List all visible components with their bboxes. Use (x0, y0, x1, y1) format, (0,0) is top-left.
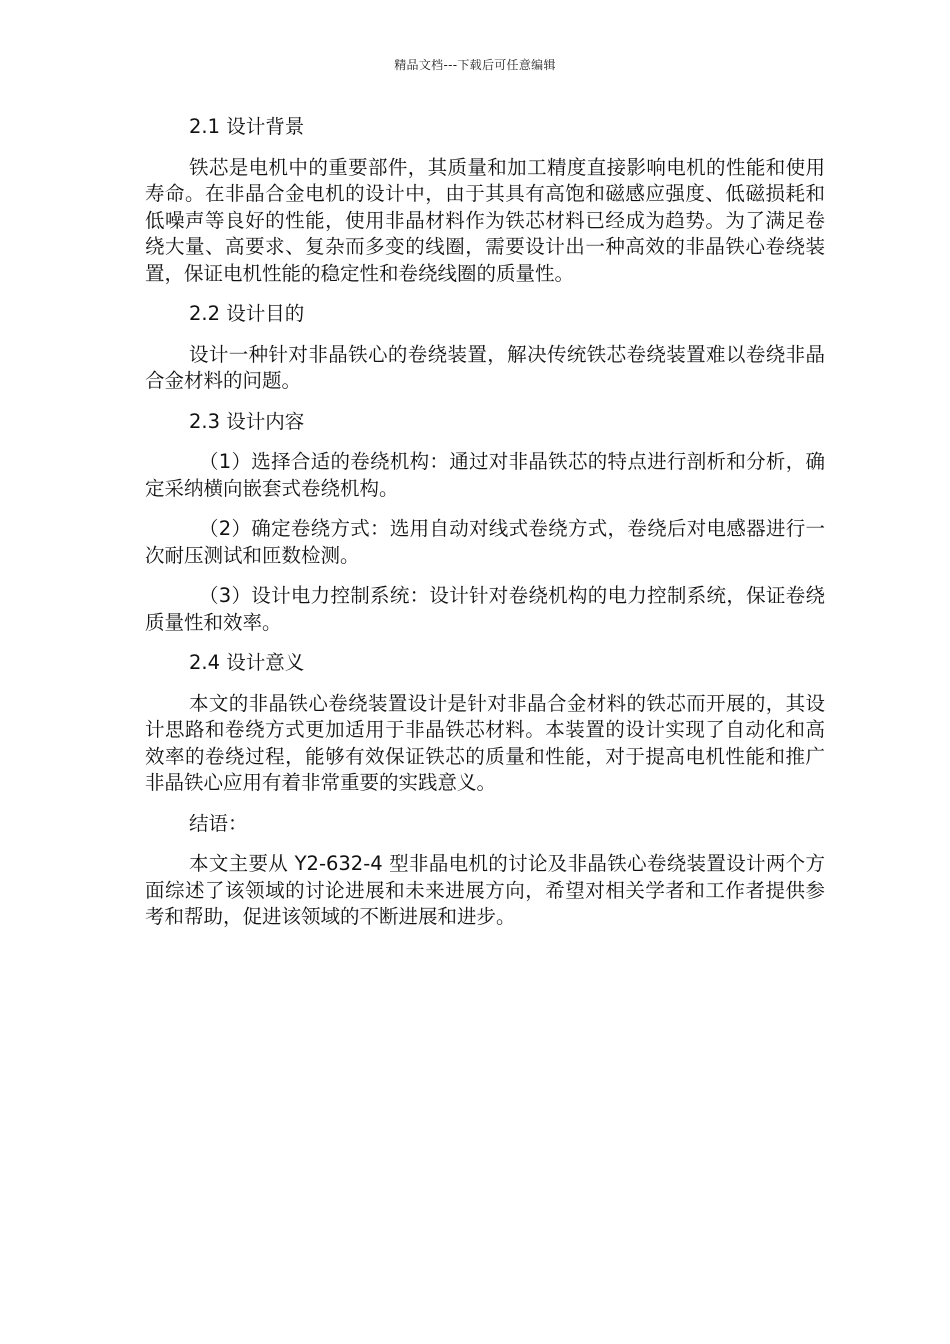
section-paragraph-background: 铁芯是电机中的重要部件，其质量和加工精度直接影响电机的性能和使用寿命。在非晶合金电机的设计中，由于其具有高饱和磁感应强度、低磁损耗和低噪声等良好的性能，使用非晶材料作为铁芯材料已经成为趋势。为了满足卷绕大量、高要求、复杂而多变的线圈，需要设计出一种高效的非晶铁心卷绕装置，保证电机性能的稳定性和卷绕线圈的质量性。 (145, 155, 825, 285)
conclusion-paragraph: 本文主要从 Y2-632-4 型非晶电机的讨论及非晶铁心卷绕装置设计两个方面综述了该领域的讨论进展和未来进展方向，希望对相关学者和工作者提供参考和帮助，促进该领域的不断进展和进步。 (145, 852, 825, 928)
content-list-item: （1）选择合适的卷绕机构：通过对非晶铁芯的特点进行剖析和分析，确定采纳横向嵌套式卷绕机构。 (145, 450, 825, 500)
conclusion-heading: 结语： (189, 811, 248, 835)
section-heading-content: 2.3 设计内容 (189, 409, 305, 433)
section-heading-purpose: 2.2 设计目的 (189, 302, 305, 325)
page-header: 精品文档---下载后可任意编辑 (394, 58, 556, 72)
content-list-item: （3）设计电力控制系统：设计针对卷绕机构的电力控制系统，保证卷绕质量性和效率。 (145, 584, 825, 634)
content-list-item: （2）确定卷绕方式：选用自动对线式卷绕方式，卷绕后对电感器进行一次耐压测试和匝数检测。 (145, 517, 825, 567)
section-paragraph-significance: 本文的非晶铁心卷绕装置设计是针对非晶合金材料的铁芯而开展的，其设计思路和卷绕方式更加适用于非晶铁芯材料。本装置的设计实现了自动化和高效率的卷绕过程，能够有效保证铁芯的质量和性能，对于提高电机性能和推广非晶铁心应用有着非常重要的实践意义。 (145, 691, 825, 794)
section-heading-background: 2.1 设计背景 (189, 115, 305, 138)
section-heading-significance: 2.4 设计意义 (189, 651, 305, 674)
document-body (145, 114, 825, 945)
section-paragraph-purpose: 设计一种针对非晶铁心的卷绕装置，解决传统铁芯卷绕装置难以卷绕非晶合金材料的问题。 (145, 342, 825, 392)
